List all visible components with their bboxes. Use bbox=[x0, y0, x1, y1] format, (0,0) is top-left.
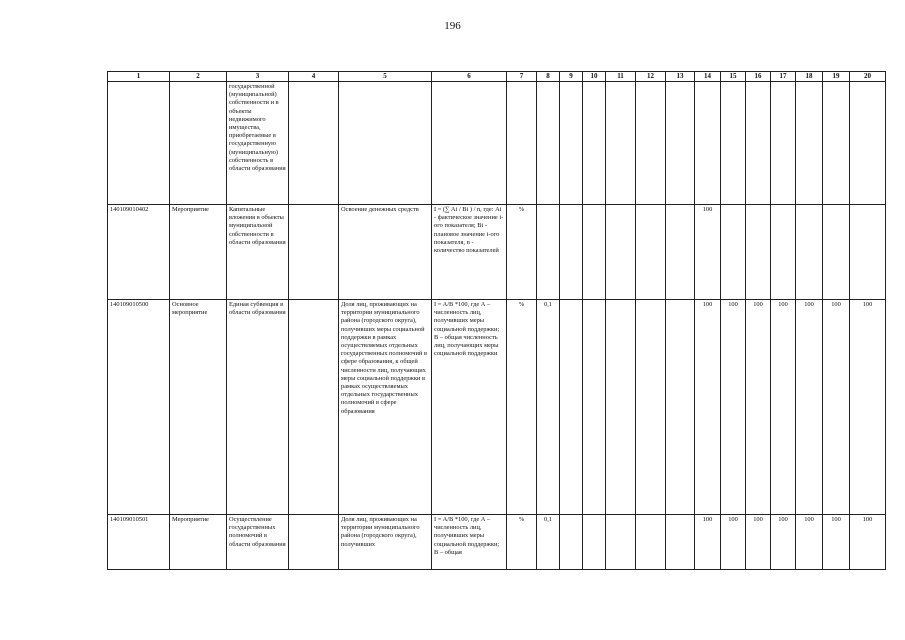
cell-value: 100 bbox=[721, 515, 746, 570]
cell-value bbox=[560, 205, 583, 300]
cell-value: 100 bbox=[796, 515, 823, 570]
cell-value: 100 bbox=[721, 300, 746, 515]
table-row bbox=[108, 515, 886, 570]
col-header: 13 bbox=[666, 72, 695, 82]
cell-value bbox=[583, 205, 606, 300]
cell-weight bbox=[537, 82, 560, 205]
header-row bbox=[108, 72, 886, 82]
cell-value bbox=[636, 300, 666, 515]
col-header: 3 bbox=[227, 72, 289, 82]
cell-value bbox=[746, 205, 771, 300]
cell-value bbox=[606, 300, 636, 515]
cell-indicator: Доля лиц, проживающих на территории муниципального района (городского округа), получивших bbox=[339, 515, 432, 570]
cell-type: Основное мероприятие bbox=[170, 300, 227, 515]
cell-value: 100 bbox=[771, 515, 796, 570]
cell-col4 bbox=[289, 515, 339, 570]
table-row bbox=[108, 300, 886, 515]
cell-value bbox=[606, 205, 636, 300]
cell-value bbox=[695, 82, 721, 205]
cell-formula: I = A/B *100, где А – численность лиц, получивших меры социальной поддержки; В – общая численность лиц, получающих меры социальной поддержки bbox=[432, 300, 507, 515]
col-header: 11 bbox=[606, 72, 636, 82]
col-header: 10 bbox=[583, 72, 606, 82]
cell-type bbox=[170, 82, 227, 205]
cell-value: 100 bbox=[823, 300, 850, 515]
col-header: 9 bbox=[560, 72, 583, 82]
cell-value: 100 bbox=[695, 300, 721, 515]
cell-weight bbox=[537, 205, 560, 300]
cell-formula: I = (∑ Ai / Bi ) / n, где: Ai - фактическое значение i-ого показателя; Bi - плановое значение i-ого показателя, n - количество показателей bbox=[432, 205, 507, 300]
cell-value: 100 bbox=[771, 300, 796, 515]
cell-value bbox=[771, 82, 796, 205]
cell-value bbox=[823, 82, 850, 205]
cell-value bbox=[583, 515, 606, 570]
cell-value: 100 bbox=[850, 300, 886, 515]
col-header: 2 bbox=[170, 72, 227, 82]
cell-value bbox=[636, 515, 666, 570]
cell-name: Капитальные вложения в объекты муниципальной собственности в области образования bbox=[227, 205, 289, 300]
col-header: 17 bbox=[771, 72, 796, 82]
cell-unit bbox=[507, 82, 537, 205]
col-header: 16 bbox=[746, 72, 771, 82]
cell-name: Осуществление государственных полномочий в области образования bbox=[227, 515, 289, 570]
col-header: 8 bbox=[537, 72, 560, 82]
cell-name: государственной (муниципальной) собственности и в объекты недвижимого имущества, приобретаемые в государственную (муниципальную) собственность в области образования bbox=[227, 82, 289, 205]
cell-value bbox=[583, 82, 606, 205]
cell-value bbox=[666, 300, 695, 515]
cell-value bbox=[636, 82, 666, 205]
cell-value bbox=[560, 515, 583, 570]
cell-value bbox=[771, 205, 796, 300]
cell-code: 140109010500 bbox=[108, 300, 170, 515]
cell-unit: % bbox=[507, 300, 537, 515]
col-header: 20 bbox=[850, 72, 886, 82]
cell-value bbox=[606, 515, 636, 570]
indicators-table bbox=[107, 71, 886, 570]
cell-indicator: Доля лиц, проживающих на территории муниципального района (городского округа), получивших меры социальной поддержки в рамках осуществляемых отдельных государственных полномочий в сфере образования, к общей численности лиц, получающих меры социальной поддержки в рамках осуществляемых отдельных государственных полномочий в сфере образования bbox=[339, 300, 432, 515]
cell-formula: I = A/B *100, где А – численность лиц, получивших меры социальной поддержки; В – общая bbox=[432, 515, 507, 570]
cell-value bbox=[850, 205, 886, 300]
cell-name: Единая субвенция в области образования bbox=[227, 300, 289, 515]
cell-indicator bbox=[339, 82, 432, 205]
cell-value bbox=[666, 515, 695, 570]
col-header: 15 bbox=[721, 72, 746, 82]
cell-formula bbox=[432, 82, 507, 205]
cell-type: Мероприятие bbox=[170, 205, 227, 300]
cell-code: 140109010501 bbox=[108, 515, 170, 570]
cell-value: 100 bbox=[746, 300, 771, 515]
col-header: 12 bbox=[636, 72, 666, 82]
cell-weight: 0,1 bbox=[537, 515, 560, 570]
table-row bbox=[108, 82, 886, 205]
cell-unit: % bbox=[507, 515, 537, 570]
cell-value bbox=[583, 300, 606, 515]
cell-value bbox=[721, 205, 746, 300]
cell-value bbox=[796, 205, 823, 300]
table-row bbox=[108, 205, 886, 300]
cell-indicator: Освоение денежных средств bbox=[339, 205, 432, 300]
cell-value bbox=[666, 82, 695, 205]
cell-value bbox=[666, 205, 695, 300]
col-header: 6 bbox=[432, 72, 507, 82]
cell-value: 100 bbox=[850, 515, 886, 570]
page-number: 196 bbox=[444, 20, 461, 32]
cell-value bbox=[560, 300, 583, 515]
col-header: 7 bbox=[507, 72, 537, 82]
cell-value bbox=[850, 82, 886, 205]
cell-value bbox=[746, 82, 771, 205]
cell-value: 100 bbox=[695, 515, 721, 570]
cell-value bbox=[636, 205, 666, 300]
cell-unit: % bbox=[507, 205, 537, 300]
col-header: 5 bbox=[339, 72, 432, 82]
cell-value: 100 bbox=[695, 205, 721, 300]
cell-value bbox=[823, 205, 850, 300]
col-header: 4 bbox=[289, 72, 339, 82]
cell-value bbox=[796, 82, 823, 205]
cell-value: 100 bbox=[746, 515, 771, 570]
col-header: 1 bbox=[108, 72, 170, 82]
col-header: 18 bbox=[796, 72, 823, 82]
cell-weight: 0,1 bbox=[537, 300, 560, 515]
cell-col4 bbox=[289, 205, 339, 300]
cell-code: 140109010402 bbox=[108, 205, 170, 300]
cell-type: Мероприятие bbox=[170, 515, 227, 570]
cell-value: 100 bbox=[823, 515, 850, 570]
cell-col4 bbox=[289, 82, 339, 205]
cell-col4 bbox=[289, 300, 339, 515]
cell-value bbox=[721, 82, 746, 205]
cell-code bbox=[108, 82, 170, 205]
cell-value bbox=[606, 82, 636, 205]
cell-value bbox=[560, 82, 583, 205]
cell-value: 100 bbox=[796, 300, 823, 515]
col-header: 14 bbox=[695, 72, 721, 82]
col-header: 19 bbox=[823, 72, 850, 82]
